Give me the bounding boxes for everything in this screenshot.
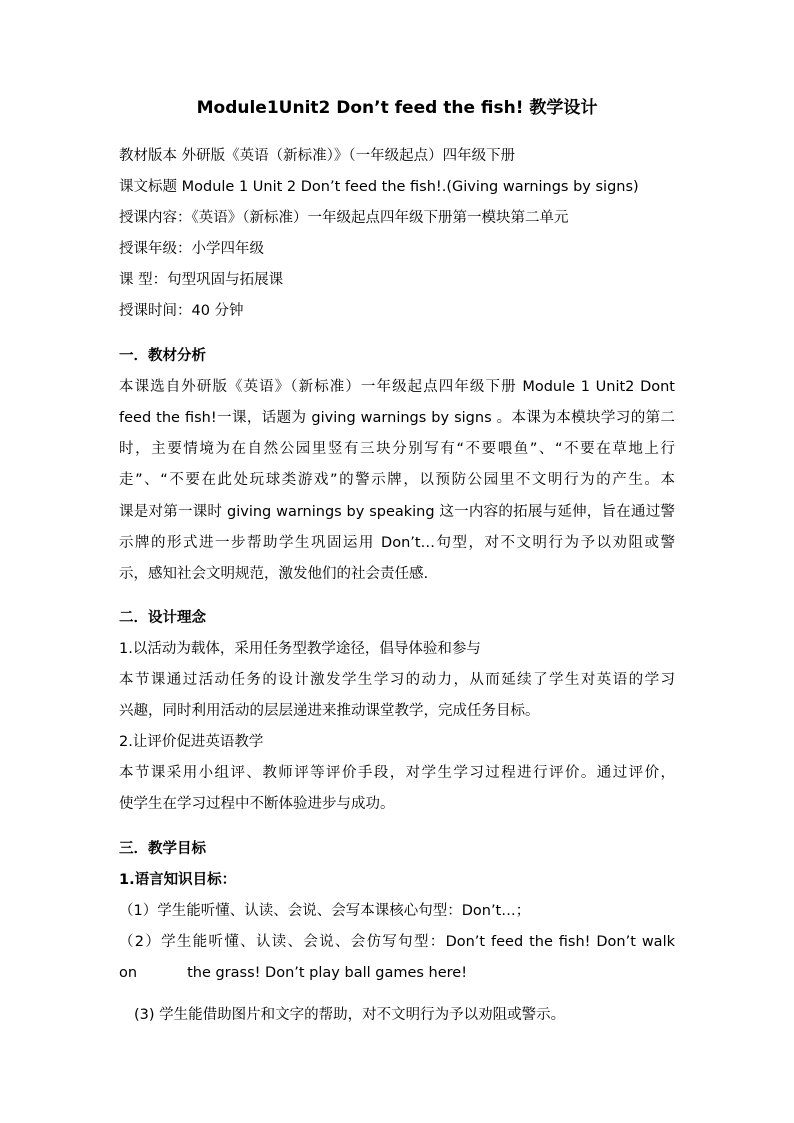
paragraph-line: 使学生在学习过程中不断体验进步与成功。: [119, 796, 395, 812]
subheading-language-knowledge: 1.语言知识目标：: [119, 872, 237, 888]
paragraph-line: 走”、“不要在此处玩球类游戏”的警示牌，以预防公园里不文明行为的产生。本: [119, 472, 675, 488]
paragraph-line: 本课选自外研版《英语》（新标准）一年级起点四年级下册 Module 1 Unit2 Dont: [119, 379, 675, 395]
paragraph-line: 课是对第一课时 giving warnings by speaking 这一内容的拓展与延伸，旨在通过警: [119, 504, 675, 520]
paragraph-line: 示牌的形式进一步帮助学生巩固运用 Don’t…句型，对不文明行为予以劝阻或警: [119, 535, 675, 551]
meta-textbook-version: 教材版本 外研版《英语（新标准）》（一年级起点）四年级下册: [119, 148, 516, 164]
paragraph-line: 本节课采用小组评、教师评等评价手段，对学生学习过程进行评价。通过评价，: [119, 765, 675, 781]
objective-item-word: on: [119, 965, 138, 981]
meta-grade: 授课年级：小学四年级: [119, 241, 264, 257]
objective-item: (3) 学生能借助图片和文字的帮助，对不文明行为予以劝阻或警示。: [134, 1007, 566, 1023]
meta-lesson-title: 课文标题 Module 1 Unit 2 Don’t feed the fish!.(Giving warnings by signs): [119, 179, 639, 195]
meta-lesson-type: 课 型：句型巩固与拓展课: [119, 272, 284, 288]
document-title: Module1Unit2 Don’t feed the fish! 教学设计: [196, 98, 598, 118]
objective-item: （1）学生能听懂、认读、会说、会写本课核心句型：Don’t…；: [119, 903, 531, 919]
objective-item-text: the grass! Don’t play ball games here!: [187, 965, 468, 981]
objective-item: （2）学生能听懂、认读、会说、会仿写句型：Don’t feed the fish! Don’t walk: [119, 934, 675, 950]
section-heading-teaching-objectives: 三．教学目标: [119, 841, 206, 857]
section-heading-textbook-analysis: 一．教材分析: [119, 348, 206, 364]
objective-item-continuation: [119, 962, 675, 984]
paragraph-line: 示，感知社会文明规范，激发他们的社会责任感.: [119, 566, 429, 582]
meta-duration: 授课时间：40 分钟: [119, 303, 244, 319]
paragraph-line: 本节课通过活动任务的设计激发学生学习的动力，从而延续了学生对英语的学习: [119, 672, 675, 688]
paragraph-line: 时，主要情境为在自然公园里竖有三块分别写有“不要喂鱼”、“不要在草地上行: [119, 441, 675, 457]
meta-lesson-content: 授课内容：《英语》（新标准）一年级起点四年级下册第一模块第二单元: [119, 210, 569, 226]
paragraph-line: feed the fish!一课，话题为 giving warnings by signs 。本课为本模块学习的第二: [119, 410, 675, 426]
paragraph-line: 1.以活动为载体，采用任务型教学途径，倡导体验和参与: [119, 641, 481, 657]
paragraph-line: 兴趣，同时利用活动的层层递进来推动课堂教学，完成任务目标。: [119, 703, 540, 719]
section-heading-design-concept: 二．设计理念: [119, 610, 206, 626]
paragraph-line: 2.让评价促进英语教学: [119, 734, 264, 750]
